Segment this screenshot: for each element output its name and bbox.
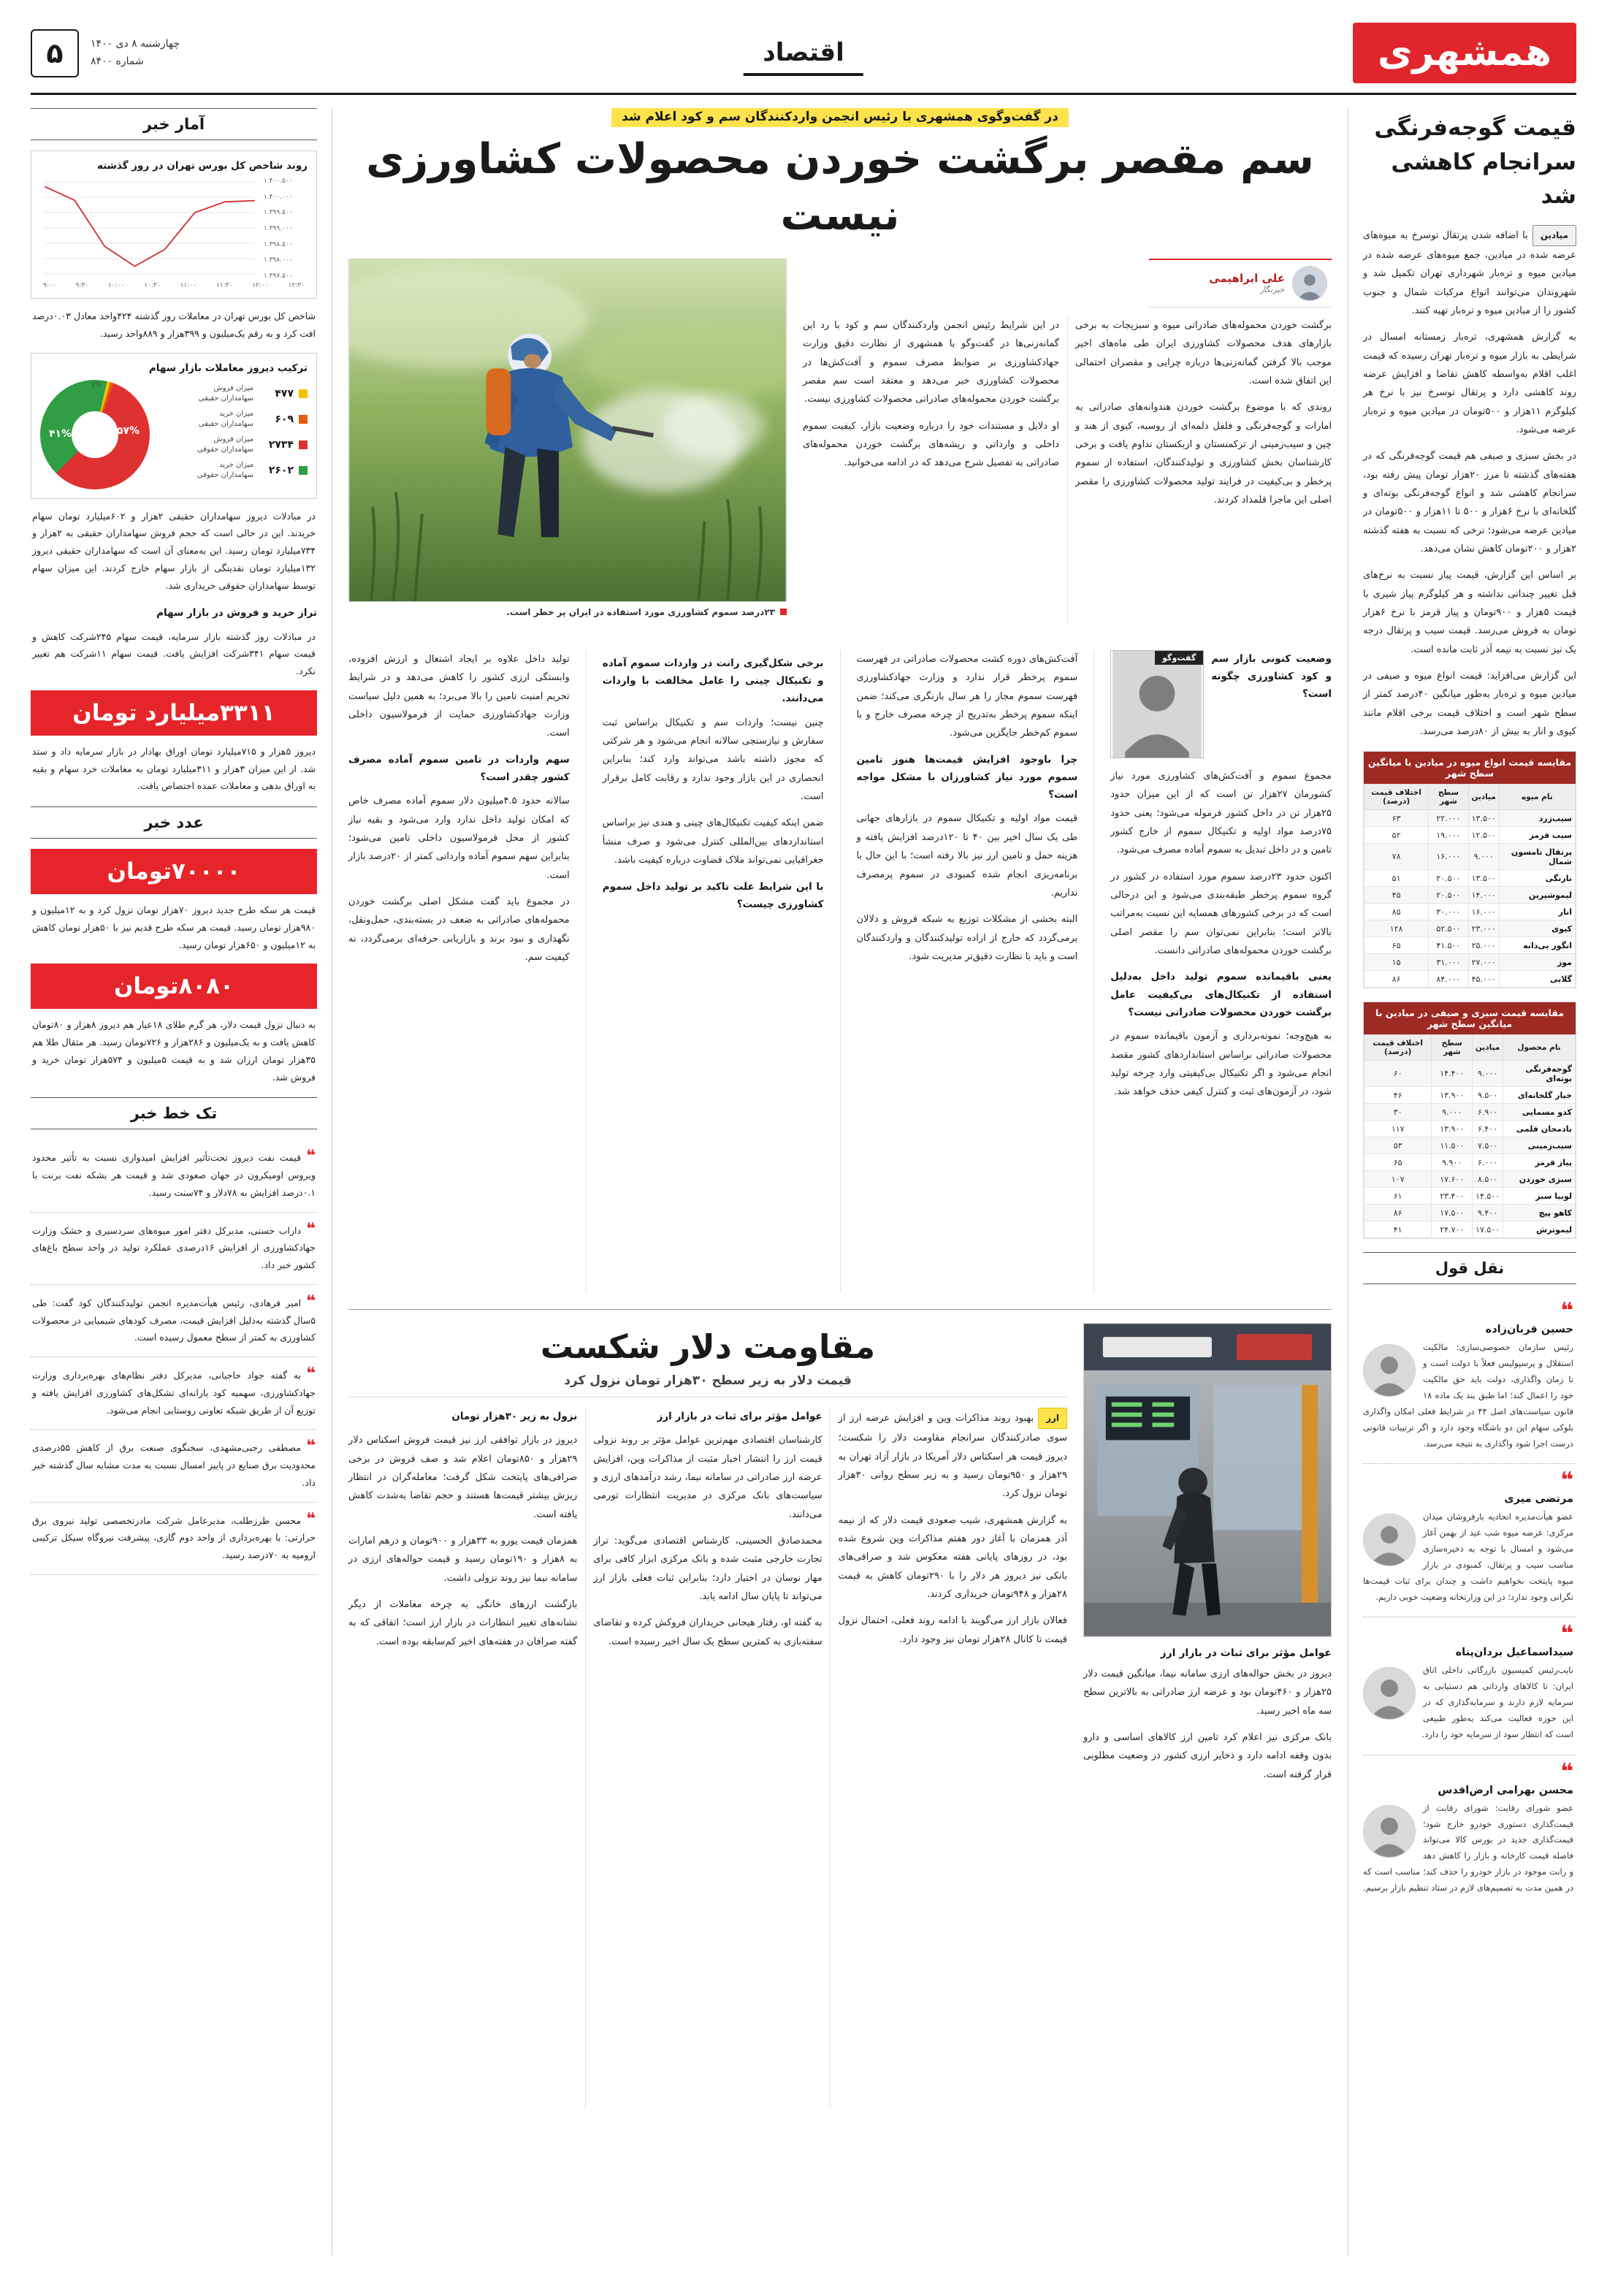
table-row: گوجه‌فرنگی بوته‌ای ۹.۰۰۰ ۱۴.۴۰۰ ۶۰: [1364, 1061, 1576, 1087]
interview-card: [1110, 650, 1332, 758]
legend-value: ۴۷۷: [275, 387, 294, 400]
table-header-row: نام میوه میادین سطح شهر اختلاف قیمت (درصد): [1364, 785, 1576, 810]
dollar-subhead: نزول به زیر ۳۰هزار تومان: [451, 1410, 578, 1422]
table-header-row: نام محصول میادین سطح شهر اختلاف قیمت (درصد): [1364, 1035, 1576, 1061]
main-article-top: [348, 259, 1332, 638]
bourse-chart-title: روند شاخص کل بورس تهران در روز گذشته: [96, 160, 308, 172]
market-mix-chart-box: [31, 353, 317, 499]
quote-icon: ❝: [306, 1509, 316, 1528]
interview-answer: چنین نیست؛ واردات سم و تکنیکال براساس ثبت سفارش و نیازسنجی سالانه انجام می‌شود و هر شرکتی که مجوز داشته باشد می‌تواند وارد کند؛ بنابراین انحصاری در این بازار وجود ندارد و رقابت کامل برقرار است.: [602, 717, 824, 803]
person-silhouette-icon: [1293, 267, 1327, 300]
tomato-lead: میادینبا اضافه شدن پرتقال توسرخ به میوه‌های عرضه شده در میادین، جمع میوه‌های عرضه شده در میادین میوه و تره‌بار شهرداری تهران تکمیل شد و شهروندان می‌توانند انواع مرکبات شمال و جنوب کشور را از میادین میوه و تره‌بار تهیه کنند.: [1363, 225, 1576, 321]
main-kicker: در گفت‌وگوی همشهری با رئیس انجمن واردکنندگان سم و کود اعلام شد: [348, 110, 1332, 124]
quote-open-icon: ❝: [1560, 1468, 1573, 1494]
legend-label: میزان خرید سهامداران حقیقی: [198, 409, 253, 428]
section-badge-mayadin: میادین: [1532, 225, 1576, 246]
quote-portrait-photo: [1363, 1344, 1416, 1397]
gold-banner: ۸۰۸۰تومان: [31, 964, 317, 1009]
table-row: انار ۱۶.۰۰۰ ۳۰.۰۰۰ ۸۵: [1364, 904, 1576, 920]
tomato-paragraph: به گزارش همشهری، تره‌بار زمستانه امسال در شرایطی به بازار میوه و تره‌بار تهران رسیده که قیمت اغلب اقلام به‌واسطه کاهش تقاضا و افزایش عرضه روند کاهشی دارد و پرتقال توسرخ نیز با نرخ هر کیلوگرم ۱۱هزار و ۵۰۰تومان در میادین میوه و تره‌بار عرضه می‌شود.: [1363, 332, 1576, 435]
fruit-price-table: [1363, 751, 1576, 988]
fruit-table-title: مقایسه قیمت انواع میوه در میادین با میانگین سطح شهر: [1364, 752, 1576, 784]
table-row: موز ۲۷.۰۰۰ ۳۱.۰۰۰ ۱۵: [1364, 954, 1576, 971]
tomato-paragraph: در بخش سبزی و صیفی هم قیمت گوجه‌فرنگی که در هفته‌های گذشته تا مرز ۲۰هزار تومان پیش رفته بود، سرانجام کاهشی شد و انواع گوجه‌فرنگی بوته‌ای و گلخانه‌ای با نرخ ۶هزار و ۵۰۰ تا ۱۱هزار و ۵۰۰تومان در میادین عرضه می‌شود؛ نرخی که نسبت به هفته گذشته ۲هزار و ۲۰۰تومان کاهش نشان می‌دهد.: [1363, 451, 1576, 555]
tomato-paragraph: بر اساس این گزارش، قیمت پیاز نسبت به نرخ‌های قبل تغییر چندانی نداشته و هر کیلوگرم پیاز شیری با قیمت ۵هزار و ۹۰۰تومان و پیاز قرمز با نرخ ۶هزار تومان به فروش می‌رسد. قیمت سیب و پرتقال درجه یک نیز نسبت به نیمه آذر ثابت مانده است.: [1363, 570, 1576, 655]
quote-portrait-photo: [1363, 1805, 1416, 1858]
table-row: سیب‌زرد ۱۳.۵۰۰ ۲۲.۰۰۰ ۶۳: [1364, 810, 1576, 827]
donut-legend: [157, 384, 308, 486]
interview-question: با این شرایط علت تاکید بر تولید داخل سموم کشاورزی چیست؟: [602, 880, 824, 910]
dollar-subtitle: قیمت دلار به زیر سطح ۳۰هزار تومان نزول کرد: [348, 1373, 1067, 1397]
interview-column-3: [586, 650, 824, 1293]
dollar-article: [348, 1323, 1332, 2170]
quote-item: [1363, 1755, 1576, 1908]
tomato-paragraph: این گزارش می‌افزاید: قیمت انواع میوه و صیفی در میادین میوه و تره‌بار به‌طور میانگین ۴۰درصد کمتر از سطح شهر است و اختلاف قیمت برخی اقلام مانند کیوی و انار به بیش از ۸۰درصد می‌رسد.: [1363, 671, 1576, 738]
interview-answer: مجموع سموم و آفت‌کش‌های کشاورزی مورد نیاز کشورمان ۲۷هزار تن است که از این میزان حدود ۲۵هزار تن در داخل کشور فرموله می‌شود؛ یعنی حدود ۷۵درصد مواد اولیه و تکنیکال سموم از خارج کشور تامین و در داخل تبدیل به سموم آماده مصرف می‌شود.: [1110, 770, 1332, 856]
reporter-photo: [1292, 266, 1327, 301]
interview-question: چرا باوجود افزایش قیمت‌ها هنوز تامین سموم مورد نیاز کشاورزان با مشکل مواجه است؟: [856, 753, 1078, 801]
legend-color-swatch: [299, 389, 308, 398]
tomato-headline: قیمت گوجه‌فرنگی سرانجام کاهشی شد: [1374, 115, 1576, 209]
table-row: سیب‌زمینی ۷.۵۰۰ ۱۱.۵۰۰ ۵۳: [1364, 1137, 1576, 1154]
field-spraying-illustration: [348, 259, 787, 602]
balance-paragraph: در مبادلات روز گذشته بازار سرمایه، قیمت سهام ۲۴۵شرکت کاهش و قیمت سهام ۳۴۱شرکت افزایش یافت. قیمت سهام ۱۱شرکت هم تغییر نکرد.: [32, 630, 316, 677]
legend-label: میزان فروش سهامداران حقوقی: [196, 435, 253, 454]
currency-exchange-photo: [1083, 1323, 1332, 1637]
table-row: خیار گلخانه‌ای ۹.۵۰۰ ۱۳.۹۰۰ ۴۶: [1364, 1087, 1576, 1104]
dollar-subhead: عوامل مؤثر برای ثبات در بازار ارز: [657, 1410, 822, 1422]
page-content: [31, 108, 1576, 2256]
bourse-caption: شاخص کل بورس تهران در معاملات روز گذشته ۴۲۴واحد معادل ۰.۰۳درصد افت کرد و به رقم یک‌میلیون و ۳۹۹هزار و ۸۸۹واحد رسید.: [32, 310, 316, 339]
deals-caption: در مبادلات دیروز سهامداران حقیقی ۲هزار و ۶۰۲میلیارد تومان سهام خریدند. این در حالی است که حجم فروش سهامداران حقیقی به ۲هزار و ۷۳۴میلیارد تومان رسید. این به‌معنای آن است که سهامداران حقیقی دیروز ۱۳۲میلیارد تومان نقدینگی از بازار سهام خارج کردند. این میزان سهام توسط سهامداران حقوقی خریداری شد.: [32, 510, 316, 591]
table-row: کاهو پیچ ۹.۴۰۰ ۱۷.۵۰۰ ۸۶: [1364, 1205, 1576, 1221]
quotes-section-header: نقل قول: [1363, 1252, 1576, 1284]
legend-label: میزان خرید سهامداران حقوقی: [196, 460, 253, 479]
page-date: چهارشنبه ۸ دی ۱۴۰۰: [91, 37, 180, 50]
legend-color-swatch: [299, 415, 308, 424]
bourse-chart-box: [31, 150, 317, 299]
legend-label: میزان فروش سهامداران حقیقی: [198, 384, 253, 403]
table-row: کیوی ۲۳.۰۰۰ ۵۲.۵۰۰ ۱۲۸: [1364, 920, 1576, 937]
table-row: سبزی خوردن ۸.۵۰۰ ۱۷.۶۰۰ ۱۰۷: [1364, 1171, 1576, 1188]
interview-column-2: [840, 650, 1078, 1293]
interview-answer: تولید داخل علاوه بر ایجاد اشتغال و ارزش افزوده، وابستگی ارزی کشور را کاهش می‌دهد و در شرایط تحریم امنیت تامین را بالا می‌برد؛ به همین دلیل سیاست وزارت جهادکشاورزی حمایت از فرمولاسیون داخلی است.: [348, 653, 570, 739]
chart-x-axis-labels: ۹:۰۰ ۹:۳۰ ۱۰:۰۰ ۱۰:۳۰ ۱۱:۰۰ ۱۱:۳۰ ۱۲:۰۰ ۱۲:۳۰: [43, 282, 305, 289]
veg-table-title: مقایسه قیمت سبزی و صیفی در میادین با میانگین سطح شهر: [1364, 1002, 1576, 1034]
main-intro-text: [803, 316, 1332, 623]
currency-badge: ارز: [1038, 1408, 1067, 1429]
coin-paragraph: قیمت هر سکه طرح جدید دیروز ۷۰هزار تومان نزول کرد و به ۱۲میلیون و ۹۸۰هزار تومان رسید. قیمت هر سکه طرح قدیم نیز با ۵۰هزار تومان کاهش به ۱۲میلیون و ۶۵۰هزار تومان رسید.: [32, 904, 316, 950]
table-row: پرتقال تامسون شمال ۹.۰۰۰ ۱۶.۰۰۰ ۷۸: [1364, 844, 1576, 870]
person-silhouette-icon: [1364, 1514, 1415, 1565]
main-article-column: [332, 108, 1348, 2256]
quote-icon: ❝: [306, 1219, 316, 1238]
interviewee-photo: [1110, 650, 1204, 758]
dollar-paragraph: فعالان بازار ارز می‌گویند با ادامه روند فعلی، احتمال نزول قیمت تا کانال ۲۸هزار تومان نیز وجود دارد.: [838, 1615, 1067, 1645]
table-row: بادمجان قلمی ۶.۴۰۰ ۱۳.۹۰۰ ۱۱۷: [1364, 1121, 1576, 1137]
quote-item: [1363, 1294, 1576, 1464]
donut-pct-label: ۱%: [91, 381, 102, 389]
dollar-paragraph: محمدصادق الحسینی، کارشناس اقتصادی می‌گوید: تراز تجارت خارجی مثبت شده و بانک مرکزی ابزار کافی برای مهار نوسان در اختیار دارد؛ بنابراین ثبات فعلی بازار ارز می‌تواند تا پایان سال ادامه یابد.: [593, 1535, 822, 1602]
person-silhouette-icon: [1364, 1668, 1415, 1719]
dollar-paragraph: بازگشت ارزهای خانگی به چرخه معاملات از دیگر نشانه‌های تغییر انتظارات در بازار ارز است؛ اتفاقی که به گفته صرافان در هفته‌های اخیر کم‌سابقه بوده است.: [348, 1598, 578, 1647]
chart-y-axis-labels: ۱.۴۰۰.۵۰۰ ۱.۴۰۰.۰۰۰ ۱.۳۹۹.۵۰۰ ۱.۳۹۹.۰۰۰ ۱.۳۹۸.۵۰۰ ۱.۳۹۸.۰۰۰ ۱.۳۹۷.۵۰۰: [264, 178, 293, 280]
interview-answer: اکنون حدود ۲۳درصد سموم مورد استفاده در کشور در گروه سموم پرخطر طبقه‌بندی می‌شود و این درحالی است که در برخی کشورهای همسایه این نسبت به‌مراتب بالاتر است؛ بنابراین نمی‌توان سم را مقصر اصلی برگشت خوردن محموله‌های صادراتی دانست.: [1110, 871, 1332, 956]
dollar-paragraph: به گزارش همشهری، شیب صعودی قیمت دلار که از نیمه آذر همزمان با آغاز دور هفتم مذاکرات وین شروع شده بود، در روزهای پایانی هفته معکوس شد و صرافی‌های بانکی نیز دیروز هر دلار را با ۲۹۰تومان کاهش به قیمت ۲۸هزار و ۹۴۸تومان خریداری کردند.: [838, 1514, 1067, 1601]
interview-answer: به هیچ‌وجه؛ نمونه‌برداری و آزمون باقیمانده سموم در محصولات صادراتی براساس استانداردهای کشور مقصد انجام می‌شود و اگر تکنیکال بی‌کیفیتی وارد چرخه تولید شود، در آزمون‌های ثبت و کنترل کیفی حذف خواهد شد.: [1110, 1031, 1332, 1098]
interview-column-4: [348, 650, 570, 1293]
table-row: لیموترش ۱۷.۵۰۰ ۲۴.۷۰۰ ۴۱: [1364, 1221, 1576, 1238]
main-headline: سم مقصر برگشت خوردن محصولات کشاورزی نیست: [366, 135, 1314, 240]
dollar-headline: مقاومت دلار شکست: [540, 1327, 876, 1366]
interview-answer: در مجموع باید گفت مشکل اصلی برگشت خوردن محموله‌های صادراتی به ضعف در بسته‌بندی، حمل‌ونقل، نگهداری و نبود برند و بازاریابی حرفه‌ای برمی‌گردد، نه کیفیت سم.: [348, 896, 570, 963]
one-line-news-header: تک خط خبر: [31, 1097, 317, 1129]
interview-answer: آفت‌کش‌های دوره کشت محصولات صادراتی در فهرست سموم پرخطر قرار ندارد و وزارت جهادکشاورزی فهرست سموم مجاز را هر سال بازنگری می‌کند؛ ضمن اینکه سموم پرخطر به‌تدریج از چرخه مصرف خارج و با سموم کم‌خطر جایگزین می‌شود.: [856, 653, 1078, 739]
gold-paragraph: به دنبال نزول قیمت دلار، هر گرم طلای ۱۸عیار هم دیروز ۸هزار و ۸۰تومان کاهش یافت و به یک‌میلیون و ۲۸۶هزار و ۷۲۶تومان رسید. هر مثقال طلا هم ۳۵هزار تومان ارزان شد و به قیمت ۵میلیون و ۵۷۴هزار تومان خرید و فروش شد.: [32, 1019, 316, 1083]
donut-pct-label: ۴۱%: [49, 427, 72, 440]
donut-pct-label: ۵۷%: [116, 424, 140, 437]
hamshahri-logo: همشهری: [1353, 23, 1576, 83]
dollar-paragraph: دیروز در بخش حواله‌های ارزی سامانه نیما، میانگین قیمت دلار ۲۵هزار و ۴۶۰تومان بود و عرضه ارز صادراتی به بالاترین سطح سه ماه اخیر رسید.: [1083, 1668, 1332, 1717]
table-row: گلابی ۴۵.۰۰۰ ۸۴.۰۰۰ ۸۶: [1364, 971, 1576, 988]
quote-text: رئیس سازمان خصوصی‌سازی: مالکیت استقلال و پرسپولیس فعلاً با دولت است و تا زمان واگذاری، دولت باید حق مالکیت خود را اعمال کند؛ اما طبق بند یک ماده ۱۸ قانون سیاست‌های اصل ۴۴ در شرایط فعلی امکان واگذاری بلوکی سهام این دو باشگاه وجود دارد و اگر ترتیبات قانونی درست اجرا شود واگذاری به نتیجه می‌رسد.: [1363, 1342, 1573, 1449]
legend-item: [157, 409, 308, 430]
news-item: ❝ به گفته جواد حاجیانی، مدیرکل دفتر نظام‌های بهره‌برداری وزارت جهادکشاورزی، سهمیه کود یارانه‌ای تشکل‌های کشاورزی افزایش یافته و توزیع آن از طریق شبکه تعاونی روستایی انجام می‌شود.: [31, 1357, 317, 1430]
interview-question: وضعیت کنونی بازار سم و کود کشاورزی چگونه است؟: [1211, 652, 1332, 701]
quote-text: عضو شورای رقابت: شورای رقابت از قیمت‌گذاری دستوری خودرو خارج شود؛ قیمت‌گذاری جدید در بورس کالا می‌تواند فاصله قیمت کارخانه و بازار را کاهش دهد و رانت موجود در بازار خودرو را حذف کند؛ مناسب است که در همین مدت به تصمیم‌های لازم در ستاد تنظیم بازار برسیم.: [1363, 1802, 1573, 1893]
news-item: ❝ مصطفی رجبی‌مشهدی، سخنگوی صنعت برق از کاهش ۵۵درصدی محدودیت برق صنایع در پاییز امسال نسبت به مدت مشابه سال گذشته خبر داد.: [31, 1430, 317, 1502]
pesticide-spraying-photo: [348, 259, 787, 638]
section-title: اقتصاد: [744, 38, 863, 76]
quote-portrait-photo: [1363, 1667, 1416, 1720]
balance-subhead: تراز خرید و فروش در بازار سهام: [156, 607, 317, 619]
reporter-role: خبرنگار: [1260, 285, 1285, 295]
page-number: ۵: [31, 29, 79, 77]
exchange-storefront-illustration: [1083, 1323, 1332, 1637]
quotes-list: [1363, 1294, 1576, 1907]
table-row: سیب قرمز ۱۲.۵۰۰ ۱۹.۰۰۰ ۵۲: [1364, 827, 1576, 844]
article-divider: [348, 1309, 1332, 1310]
stats-section-header: آمار خبر: [31, 108, 317, 140]
table-row: پیاز قرمز ۶.۰۰۰ ۹.۹۰۰ ۶۵: [1364, 1154, 1576, 1171]
legend-color-swatch: [299, 440, 308, 449]
interview-answer: البته بخشی از مشکلات توزیع به شبکه فروش و دلالان برمی‌گردد که خارج از اراده تولیدکنندگان و واردکنندگان است و باید با نظارت دقیق‌تر مدیریت شود.: [856, 914, 1078, 962]
bourse-index-line-chart: [40, 178, 259, 280]
news-item: ❝ امیر فرهادی، رئیس هیأت‌مدیره انجمن تولیدکنندگان کود گفت: طی ۵سال گذشته به‌دلیل افزایش قیمت، مصرف کودهای شیمیایی در محصولات کشاورزی به کمتر از سطح معمول رسیده است.: [31, 1285, 317, 1357]
quote-item: [1363, 1617, 1576, 1755]
exchange-photo-column: [1083, 1323, 1332, 2170]
quote-text: عضو هیأت‌مدیره اتحادیه بارفروشان میدان مرکزی: عرضه میوه شب عید از بهمن آغاز می‌شود و امسال با توجه به ذخیره‌سازی مناسب سیب و پرتقال، کمبودی در بازار میوه پایتخت نخواهیم داشت و چندان برای ثبات قیمت‌ها نگرانی وجود ندارد؛ در این وزارتخانه وضعیت خوبی داریم.: [1363, 1511, 1573, 1602]
donut-chart-title: ترکیب دیروز معاملات بازار سهام: [148, 362, 308, 374]
one-line-news-list: [31, 1140, 317, 1575]
dollar-subhead: عوامل مؤثر برای ثبات در بازار ارز: [1160, 1647, 1332, 1659]
quote-person-name: حسین قربان‌زاده: [1485, 1324, 1573, 1336]
intro-paragraph: او دلایل و مستندات خود را درباره وضعیت بازار، کیفیت سموم داخلی و وارداتی و ریشه‌های برگشت خوردن محموله‌های صادراتی به تفصیل شرح می‌دهد که در ادامه می‌خوانید.: [803, 420, 1059, 469]
veg-price-table: [1363, 1002, 1576, 1239]
intro-paragraph: در این شرایط رئیس انجمن واردکنندگان سم و کود با رد این گمانه‌زنی‌ها در گفت‌وگو با همشهری از نظارت دقیق وزارت جهادکشاورزی بر ضوابط مصرف سموم و آفت‌کش‌ها در محصولات کشاورزی خبر می‌دهد و معتقد است سم مقصر برگشت خوردن محموله‌های صادراتی محصولات کشاورزی نیست.: [803, 319, 1059, 405]
turnover-banner: ۳۳۱۱میلیارد تومان: [31, 690, 317, 736]
photo-caption: ۲۳درصد سموم کشاورزی مورد استفاده در ایران پر خطر است.: [348, 607, 787, 617]
quote-person-name: محسن بهرامی ارض‌اقدس: [1438, 1784, 1573, 1796]
legend-item: [157, 435, 308, 455]
market-mix-donut-chart: [40, 380, 150, 489]
table-row: کدو مسمایی ۶.۹۰۰ ۹.۰۰۰ ۳۰: [1364, 1104, 1576, 1121]
interview-badge: گفت‌وگو: [1155, 651, 1203, 665]
table-row: لوبیا سبز ۱۴.۵۰۰ ۲۳.۴۰۰ ۶۱: [1364, 1188, 1576, 1205]
dollar-paragraph: بانک مرکزی نیز اعلام کرد تامین ارز کالاهای اساسی و دارو بدون وقفه ادامه دارد و ذخایر ارزی کشور در وضعیت مطلوبی قرار گرفته است.: [1083, 1731, 1332, 1780]
dollar-lead: ارزبهبود روند مذاکرات وین و افزایش عرضه ارز از سوی صادرکنندگان سرانجام مقاومت دلار را شکست؛ دیروز قیمت هر اسکناس دلار آمریکا در بازار آزاد تهران به ۲۹هزار و ۹۵۰تومان رسید و به زیر سطح روانی ۳۰هزار تومان نزول کرد.: [839, 1408, 1067, 1503]
dollar-body-columns: [348, 1408, 1067, 2109]
quote-icon: ❝: [306, 1365, 316, 1384]
interview-question: یعنی باقیمانده سموم تولید داخل به‌دلیل استفاده از تکنیکال‌های بی‌کیفیت عامل برگشت خوردن محصولات صادراتی نیست؟: [1110, 971, 1332, 1018]
quote-open-icon: ❝: [1560, 1758, 1573, 1785]
reporter-name: علی ابراهیمی: [1209, 272, 1285, 286]
interview-answer: ضمن اینکه کیفیت تکنیکال‌های چینی و هندی نیز براساس استانداردهای بین‌المللی کنترل می‌شود و صرف منشأ جغرافیایی نمی‌تواند ملاک قضاوت درباره کیفیت باشد.: [602, 817, 824, 866]
person-silhouette-icon: [1364, 1806, 1415, 1857]
quote-open-icon: ❝: [1560, 1621, 1573, 1647]
page-meta: [31, 29, 180, 77]
tomato-article-column: [1348, 108, 1576, 2256]
dollar-paragraph: دیروز در بازار توافقی ارز نیز قیمت فروش اسکناس دلار ۲۹هزار و ۸۵۰تومان اعلام شد و صف فروش در برخی صرافی‌های پایتخت شکل گرفت؛ معامله‌گران در انتظار ریزش بیشتر قیمت‌ها هستند و حجم تقاضا به‌شدت کاهش یافته است.: [348, 1435, 578, 1520]
quote-icon: ❝: [306, 1437, 316, 1456]
news-item: ❝ محسن طرزطلب، مدیرعامل شرکت مادرتخصصی تولید نیروی برق حرارتی: با بهره‌برداری از واحد دوم گازی، پیشرفت نیروگاه سیکل ترکیبی ارومیه به ۷۰درصد رسید.: [31, 1503, 317, 1575]
interview-question: برخی شکل‌گیری رانت در واردات سموم آماده و تکنیکال چینی را عامل مخالفت با واردات می‌دانند.: [602, 657, 824, 705]
interview-column-1: [1093, 650, 1332, 1293]
intro-paragraph: روندی که با موضوع برگشت خوردن هندوانه‌های صادراتی به امارات و گوجه‌فرنگی و فلفل دلمه‌ای از روسیه، کیوی از هند و چین و سیب‌زمینی از ترکمنستان و ازبکستان تداوم یافت و برخی کارشناسان بخش کشاورزی و تولیدکنندگان، استفاده از سموم پرخطر و بی‌کیفیت در فرایند تولید محصولات کشاورزی را مقصر اصلی این ماجرا قلمداد کردند.: [1075, 402, 1332, 506]
byline-card: [1149, 259, 1332, 308]
news-item: ❝ داراب حسنی، مدیرکل دفتر امور میوه‌های سردسیری و خشک وزارت جهادکشاورزی از افزایش ۱۶درصدی عملکرد تولید در واحد سطح باغ‌های کشور خبر داد.: [31, 1213, 317, 1285]
issue-number: شماره ۸۴۰۰: [91, 55, 144, 67]
dollar-paragraph: همزمان قیمت یورو به ۳۳هزار و ۹۰۰تومان و درهم امارات به ۸هزار و ۱۹۰تومان رسید و قیمت حواله‌های ارزی در سامانه نیما نیز روند نزولی داشت.: [348, 1535, 578, 1584]
legend-value: ۲۷۳۴: [268, 438, 294, 451]
intro-paragraph: برگشت خوردن محموله‌های صادراتی میوه و سبزیجات به برخی بازارهای هدف محصولات کشاورزی ایران طی ماه‌های اخیر موجب بالا گرفتن گمانه‌زنی‌ها درباره چرایی و مقصران احتمالی این اتفاق شده است.: [1075, 319, 1332, 386]
table-row: انگور بی‌دانه ۲۵.۰۰۰ ۴۱.۵۰۰ ۶۵: [1364, 937, 1576, 954]
turnover-paragraph: دیروز ۵هزار و ۷۱۵میلیارد تومان اوراق بهادار در بازار سرمایه داد و ستد شد. از این میزان ۳هزار و ۳۱۱میلیارد تومان به معاملات خرد سهام و بقیه به اوراق بدهی و معاملات عمده اختصاص یافت.: [32, 745, 316, 792]
legend-item: [157, 460, 308, 481]
legend-value: ۶۰۹: [275, 413, 294, 425]
interview-answer: قیمت مواد اولیه و تکنیکال سموم در بازارهای جهانی طی یک سال اخیر بین ۴۰ تا ۱۲۰درصد افزایش یافته و هزینه حمل و تامین ارز نیز بالا رفته است؛ با این حال با برنامه‌ریزی انجام شده کمبودی در سموم پرمصرف نداریم.: [856, 813, 1078, 899]
dollar-paragraph: به گفته او، رفتار هیجانی خریداران فروکش کرده و تقاضای سفته‌بازی به کمترین سطح یک سال اخیر رسیده است.: [593, 1617, 822, 1647]
legend-color-swatch: [299, 466, 308, 475]
news-item: ❝ قیمت نفت دیروز تحت‌تأثیر افزایش امیدواری نسبت به تأثیر محدود ویروس اومیکرون در جهان صعودی شد و قیمت هر بشکه نفت برنت با ۰.۱درصد افزایش به ۷۸دلار و ۷۴سنت رسید.: [31, 1140, 317, 1212]
quote-open-icon: ❝: [1560, 1298, 1573, 1324]
quote-person-name: سیداسماعیل بردان‌پناه: [1455, 1647, 1573, 1659]
interview-columns: [348, 650, 1332, 1293]
table-row: لیموشیرین ۱۴.۰۰۰ ۲۰.۵۰۰ ۴۵: [1364, 887, 1576, 904]
legend-value: ۲۶۰۲: [268, 464, 294, 476]
stats-column: [31, 108, 332, 2256]
interview-question: سهم واردات در تامین سموم آماده مصرف کشور چقدر است؟: [348, 753, 570, 783]
quote-person-name: مرتضی میری: [1504, 1493, 1573, 1506]
coin-banner: ۷۰۰۰۰تومان: [31, 849, 317, 894]
quote-portrait-photo: [1363, 1514, 1416, 1566]
quote-item: [1363, 1464, 1576, 1617]
page-header: [31, 13, 1576, 95]
dollar-paragraph: کارشناسان اقتصادی مهم‌ترین عوامل مؤثر بر روند نزولی قیمت ارز را انتشار اخبار مثبت از مذاکرات وین، افزایش عرضه ارز صادراتی در سامانه نیما، رشد درآمدهای ارزی و سیاست‌های بانک مرکزی در مدیریت انتظارات تورمی می‌دانند.: [593, 1435, 822, 1520]
person-silhouette-icon: [1364, 1345, 1415, 1396]
quote-icon: ❝: [306, 1147, 316, 1166]
quote-icon: ❝: [306, 1292, 316, 1311]
table-row: نارنگی ۱۳.۵۰۰ ۲۰.۵۰۰ ۵۱: [1364, 870, 1576, 887]
quote-text: نایب‌رئیس کمیسیون بازرگانی داخلی اتاق ایران: تا کالاهای وارداتی هم دستیابی به سرمایه لازم دارند و سرمایه‌گذاری که در این حوزه فعالیت می‌کند به‌طور طبیعی است که انتظار سود از سرمایه خود را دارد.: [1421, 1665, 1573, 1739]
legend-item: [157, 384, 308, 404]
interview-answer: سالانه حدود ۴.۵میلیون دلار سموم آماده مصرف خاص که امکان تولید داخل ندارد وارد می‌شود و بقیه نیاز کشور از محل فرمولاسیون داخلی تامین می‌شود؛ بنابراین سهم سموم آماده وارداتی کمتر از ۲۰درصد بازار است.: [348, 796, 570, 881]
number-news-header: عدد خبر: [31, 806, 317, 839]
person-silhouette-icon: [1111, 651, 1203, 758]
